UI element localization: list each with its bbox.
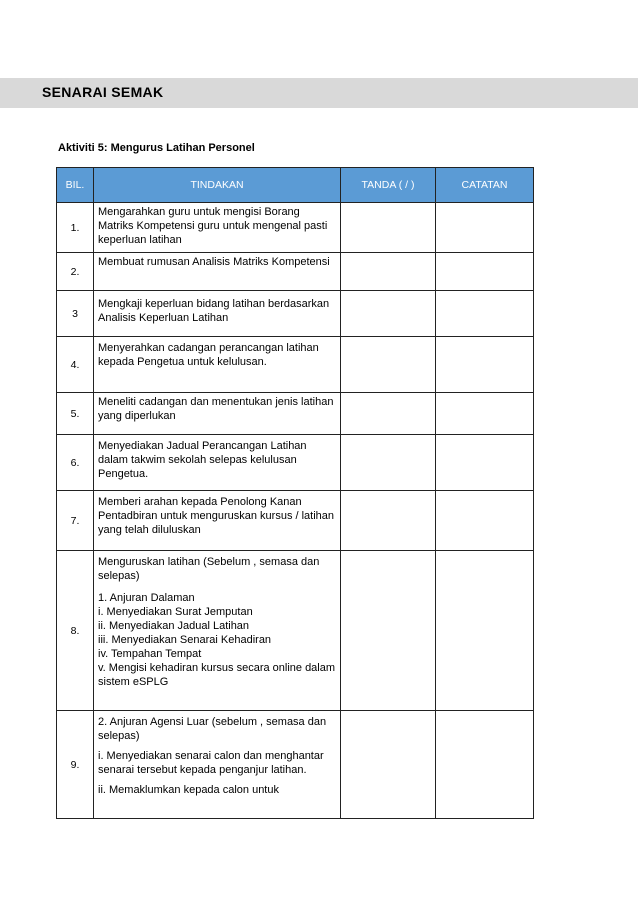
row-number: 8. [57,551,94,711]
row-action [94,203,341,253]
row-action [94,337,341,393]
action-subitem: ii. Menyediakan Jadual Latihan [98,620,250,632]
header-banner [0,78,638,108]
action-subitem: i. Menyediakan Surat Jemputan [98,606,253,618]
action-subitem: 1. Anjuran Dalaman [98,592,195,604]
column-header-catatan: CATATAN [436,168,534,203]
action-intro: 2. Anjuran Agensi Luar (sebelum , semasa dan selepas) [98,716,327,742]
tick-cell[interactable] [341,491,436,551]
row-number: 9. [57,711,94,819]
row-number: 7. [57,491,94,551]
row-number: 1. [57,203,94,253]
notes-cell[interactable] [436,291,534,337]
activity-label: Aktiviti 5: Mengurus Latihan Personel [58,142,255,154]
action-subitem: v. Mengisi kehadiran kursus secara online dalam sistem eSPLG [98,662,336,688]
action-text: Memberi arahan kepada Penolong Kanan Pentadbiran untuk menguruskan kursus / latihan yang telah diluluskan [98,496,335,536]
notes-cell[interactable] [436,435,534,491]
tick-cell[interactable] [341,435,436,491]
row-action [94,253,341,291]
notes-cell[interactable] [436,337,534,393]
table-row [57,291,534,337]
row-number: 5. [57,393,94,435]
notes-cell[interactable] [436,203,534,253]
table-row [57,253,534,291]
notes-cell[interactable] [436,551,534,711]
row-number: 6. [57,435,94,491]
column-header-tindakan: TINDAKAN [94,168,341,203]
action-text: Membuat rumusan Analisis Matriks Kompetensi [98,256,330,268]
action-text: Meneliti cadangan dan menentukan jenis latihan yang diperlukan [98,396,334,422]
row-action [94,711,341,819]
row-action [94,491,341,551]
action-text: Mengkaji keperluan bidang latihan berdasarkan Analisis Keperluan Latihan [98,298,330,324]
action-text: Menyediakan Jadual Perancangan Latihan dalam takwim sekolah selepas kelulusan Pengetua. [98,440,307,480]
checklist-table [56,167,534,819]
column-header-tanda: TANDA ( / ) [341,168,436,203]
row-number: 3 [57,291,94,337]
row-action [94,435,341,491]
action-text: Menyerahkan cadangan perancangan latihan kepada Pengetua untuk kelulusan. [98,342,319,368]
notes-cell[interactable] [436,253,534,291]
row-number: 2. [57,253,94,291]
action-subitem: iv. Tempahan Tempat [98,648,202,660]
table-row [57,435,534,491]
tick-cell[interactable] [341,291,436,337]
table-row [57,337,534,393]
table-row [57,711,534,819]
page-title: SENARAI SEMAK [42,84,164,100]
tick-cell[interactable] [341,551,436,711]
action-paragraph: i. Menyediakan senarai calon dan menghantar senarai tersebut kepada penganjur latihan. [98,750,324,776]
tick-cell[interactable] [341,203,436,253]
notes-cell[interactable] [436,393,534,435]
row-action [94,291,341,337]
notes-cell[interactable] [436,711,534,819]
action-paragraph: ii. Memaklumkan kepada calon untuk [98,784,279,796]
tick-cell[interactable] [341,337,436,393]
row-action [94,393,341,435]
action-subitem: iii. Menyediakan Senarai Kehadiran [98,634,272,646]
row-action [94,551,341,711]
action-intro: Menguruskan latihan (Sebelum , semasa dan selepas) [98,556,320,582]
table-row [57,393,534,435]
table-row [57,203,534,253]
tick-cell[interactable] [341,253,436,291]
column-header-bil: BIL. [57,168,94,203]
tick-cell[interactable] [341,711,436,819]
table-row [57,491,534,551]
notes-cell[interactable] [436,491,534,551]
row-number: 4. [57,337,94,393]
tick-cell[interactable] [341,393,436,435]
table-header-row [57,168,534,203]
table-row [57,551,534,711]
action-text: Mengarahkan guru untuk mengisi Borang Matriks Kompetensi guru untuk mengenal pasti keperluan latihan [98,206,328,246]
